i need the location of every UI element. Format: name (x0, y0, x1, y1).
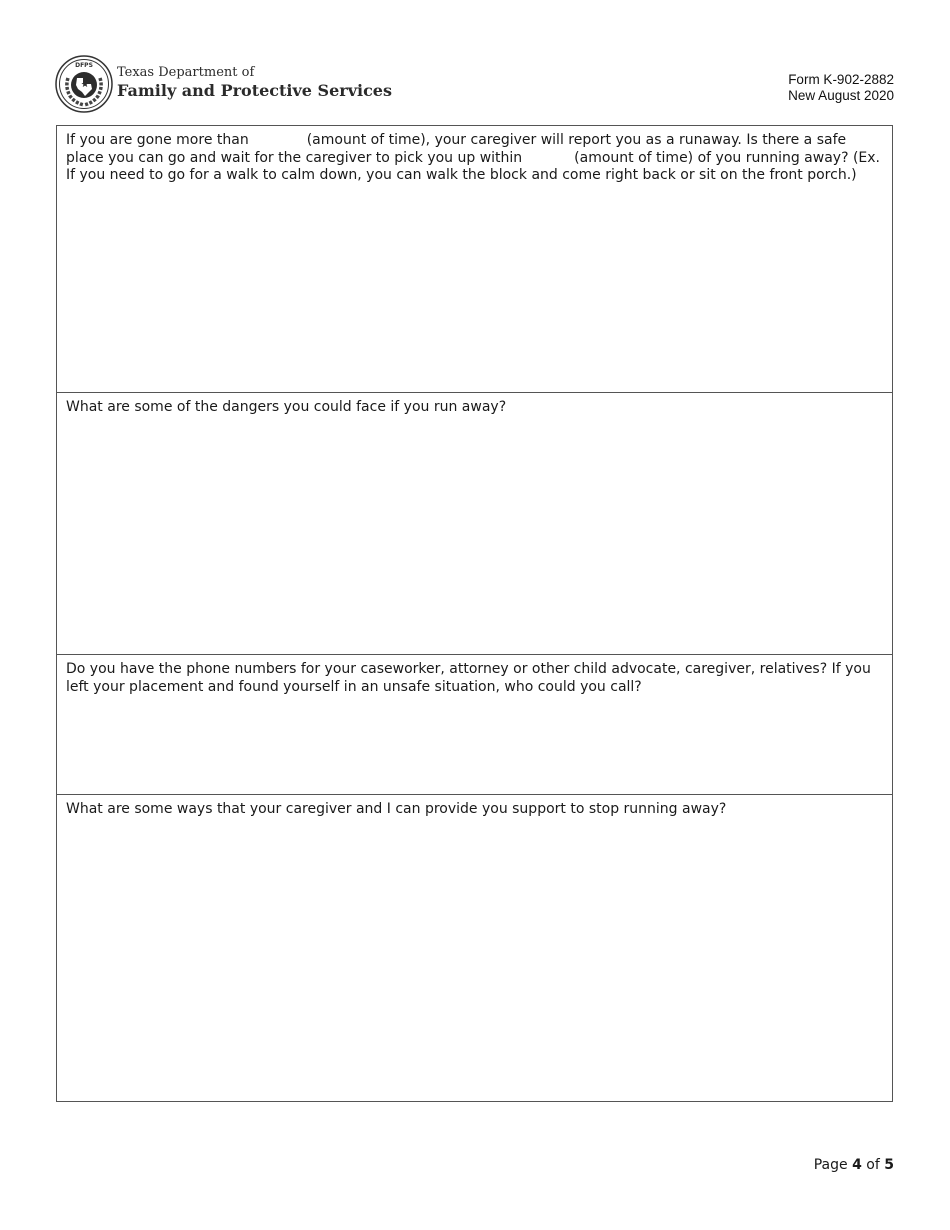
agency-name-line2: Family and Protective Services (117, 81, 392, 100)
agency-name-line1: Texas Department of (117, 65, 255, 80)
form-info (788, 72, 894, 104)
question-text: What are some ways that your caregiver and I can provide you support to stop running away? (66, 801, 727, 817)
question-cell-support[interactable] (57, 794, 892, 1101)
page-header (0, 0, 950, 120)
seal-label: DFPS (75, 62, 93, 69)
dfps-seal-icon (55, 55, 113, 113)
question-text: What are some of the dangers you could face if you run away? (66, 399, 507, 415)
question-cell-dangers[interactable] (57, 392, 892, 654)
page-current: 4 (852, 1157, 862, 1173)
amount-of-time-blank[interactable] (522, 150, 574, 162)
agency-name (117, 65, 392, 101)
question-text-part: (amount of time) of you running away? (Ex. If you need to go for a walk to calm down, you can walk the block and come right back or sit on the front porch.) (66, 149, 880, 183)
page-word: Page (813, 1157, 848, 1173)
page-number (814, 1157, 894, 1174)
question-text: Do you have the phone numbers for your caseworker, attorney or other child advocate, caregiver, relatives? If you left your placement and found yourself in an unsafe situation, who could you call? (66, 661, 871, 695)
of-word: of (866, 1157, 880, 1173)
question-text-part: (amount of time), your caregiver will report you as a runaway. Is there a safe place you can go and wait for the caregiver to pick you up within (66, 132, 847, 166)
amount-of-time-blank[interactable] (249, 132, 307, 144)
form-date: New August 2020 (788, 88, 894, 103)
form-number: Form K-902-2882 (788, 72, 894, 87)
page-total: 5 (884, 1157, 894, 1173)
question-cell-phone-numbers[interactable] (57, 654, 892, 794)
question-cell-safe-place[interactable] (57, 126, 892, 392)
question-table (56, 125, 893, 1102)
question-text-part: If you are gone more than (66, 132, 249, 148)
agency-logo (55, 55, 392, 113)
